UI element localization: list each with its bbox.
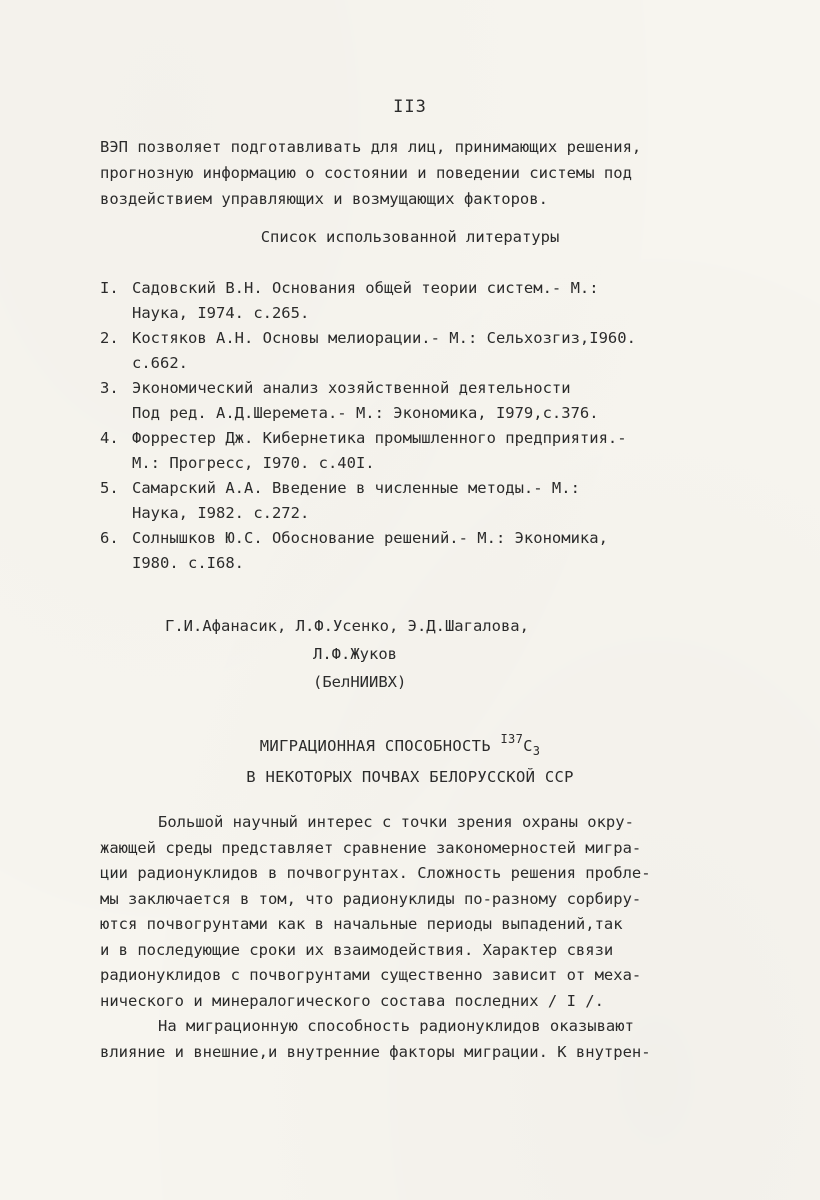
bibliography-entry-line: с.662. [132, 354, 188, 372]
bibliography-entry-number: 5. [100, 479, 119, 497]
article-title [0, 726, 820, 790]
author-affiliation: (БелНИИВХ) [313, 673, 407, 691]
isotope-symbol: C [523, 737, 533, 755]
bibliography-title: Список использованной литературы [260, 228, 560, 246]
author-names: Л.Ф.Жуков [313, 645, 397, 663]
bibliography-entry-line: Костяков А.Н. Основы мелиорации.- М.: Сельхозгиз,I960. [132, 329, 636, 347]
body-line: влияние и внешние,и внутренние факторы миграции. К внутрен- [100, 1042, 651, 1061]
bibliography-entry-line: Самарский А.А. Введение в численные методы.- М.: [132, 479, 580, 497]
bibliography-entry-line: Форрестер Дж. Кибернетика промышленного предприятия.- [132, 429, 627, 447]
body-line: ции радионуклидов в почвогрунтах. Сложность решения пробле- [100, 864, 651, 882]
article-title-line: МИГРАЦИОННАЯ СПОСОБНОСТЬ $^{I37}C_3$ [259, 732, 541, 758]
body-line: На миграционную способность радионуклидов оказывают [158, 1017, 634, 1035]
bibliography-entry [100, 376, 720, 426]
body-line: нического и минералогического состава последних / I /. [100, 991, 604, 1010]
author-block [0, 612, 820, 696]
bibliography-entry [100, 426, 720, 476]
intro-line: воздействием управляющих и возмущающих факторов. [100, 190, 548, 208]
bibliography-entry [100, 526, 720, 576]
bibliography-entry-number: 4. [100, 429, 119, 447]
body-line: мы заключается в том, что радионуклиды по-разному сорбиру- [100, 889, 642, 908]
bibliography-entry [100, 276, 720, 326]
intro-paragraph [100, 134, 720, 212]
isotope-subscript: 3 [532, 744, 541, 758]
page-number: II3 [393, 97, 427, 117]
bibliography-entry-line: I980. с.I68. [132, 554, 244, 572]
intro-line: прогнозную информацию о состоянии и поведении системы под [100, 164, 632, 182]
bibliography-entry-line: М.: Прогресс, I970. с.40I. [132, 454, 375, 472]
bibliography-entry [100, 326, 720, 376]
bibliography-entry-line: Наука, I974. с.265. [132, 304, 310, 322]
body-line: жающей среды представляет сравнение закономерностей мигра- [100, 838, 642, 857]
body-line: ются почвогрунтами как в начальные периоды выпадений,так [100, 915, 623, 933]
bibliography-list [100, 276, 720, 576]
bibliography-entry-line: Экономический анализ хозяйственной деятельности [132, 379, 571, 397]
bibliography-entry [100, 476, 720, 526]
article-title-line: В НЕКОТОРЫХ ПОЧВАХ БЕЛОРУССКОЙ ССР [246, 768, 574, 786]
bibliography-entry-number: 6. [100, 529, 119, 547]
bibliography-entry-line: Наука, I982. с.272. [132, 504, 310, 522]
isotope-mass-number: I37 [500, 732, 524, 746]
body-line: и в последующие сроки их взаимодействия. Характер связи [100, 940, 614, 959]
bibliography-entry-line: Под ред. А.Д.Шеремета.- М.: Экономика, I979,с.376. [132, 404, 599, 422]
bibliography-entry-number: 3. [100, 379, 119, 397]
bibliography-entry-line: Садовский В.Н. Основания общей теории систем.- М.: [132, 279, 599, 297]
author-names: Г.И.Афанасик, Л.Ф.Усенко, Э.Д.Шагалова, [165, 617, 529, 635]
intro-line: ВЭП позволяет подготавливать для лиц, принимающих решения, [100, 138, 642, 156]
body-line: радионуклидов с почвогрунтами существенно зависит от меха- [100, 966, 642, 984]
bibliography-entry-number: 2. [100, 329, 119, 347]
bibliography-entry-line: Солнышков Ю.С. Обоснование решений.- М.: Экономика, [132, 529, 608, 547]
article-body [100, 810, 720, 1065]
body-line: Большой научный интерес с точки зрения охраны окру- [158, 813, 634, 831]
bibliography-entry-number: I. [100, 279, 119, 297]
